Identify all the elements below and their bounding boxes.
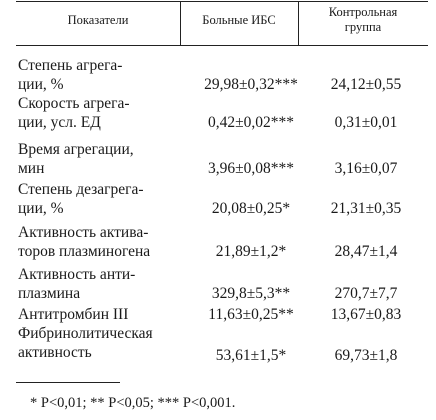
row-label-line: Время агрегации,: [18, 141, 134, 158]
patients-value: 29,98±0,32***: [204, 76, 298, 93]
row-label-line: торов плазминогена: [18, 243, 151, 260]
patients-value: 11,63±0,25**: [208, 306, 294, 323]
patients-value: 3,96±0,08***: [207, 160, 294, 177]
footnote-rule: [16, 382, 120, 383]
row-label-line: активность: [18, 344, 92, 361]
header-control-line1: Контрольная: [328, 5, 398, 19]
patients-value: 20,08±0,25*: [211, 200, 291, 217]
row-label-line: плазмина: [18, 285, 81, 302]
patients-value: 0,42±0,02***: [207, 114, 294, 131]
row-label: [18, 324, 208, 362]
row-label-line: Степень агрега-: [18, 57, 123, 74]
row-label: [18, 223, 208, 261]
control-value: 24,12±0,55: [330, 76, 402, 93]
row-label-line: мин: [18, 160, 45, 177]
table-top-rule: [16, 1, 428, 2]
row-label-line: Степень дезагрега-: [18, 181, 144, 198]
row-label-line: Активность актива-: [18, 224, 149, 241]
row-label-line: ции, %: [18, 200, 64, 217]
row-label-line: Антитромбин III: [18, 306, 129, 323]
control-value: 28,47±1,4: [334, 243, 398, 260]
row-label-line: Скорость агрега-: [18, 95, 130, 112]
patients-value: 53,61±1,5*: [215, 347, 287, 364]
control-value: 21,31±0,35: [330, 200, 402, 217]
patients-value: 329,8±5,3**: [211, 285, 291, 302]
row-label: [18, 140, 208, 178]
row-label: [18, 56, 208, 94]
row-label-line: Фибринолитическая: [18, 325, 153, 342]
row-label: [18, 305, 208, 324]
control-value: 13,67±0,83: [330, 306, 402, 323]
header-indicator: Показатели: [67, 13, 129, 27]
footnote: * Р<0,01; ** Р<0,05; *** Р<0,001.: [30, 395, 236, 411]
row-label: [18, 265, 208, 303]
header-patients: Больные ИБС: [202, 13, 276, 27]
row-label-line: ции, усл. ЕД: [18, 114, 101, 131]
table-header-rule: [16, 45, 428, 46]
header-control-line2: группа: [344, 20, 382, 34]
row-label-line: Активность анти-: [18, 266, 136, 283]
control-value: 270,7±7,7: [334, 285, 398, 302]
control-value: 0,31±0,01: [334, 114, 398, 131]
row-label: [18, 94, 208, 132]
row-label: [18, 180, 208, 218]
control-value: 69,73±1,8: [334, 347, 398, 364]
header-control: [298, 5, 428, 35]
control-value: 3,16±0,07: [334, 160, 398, 177]
patients-value: 21,89±1,2*: [215, 243, 287, 260]
row-label-line: ции, %: [18, 76, 64, 93]
